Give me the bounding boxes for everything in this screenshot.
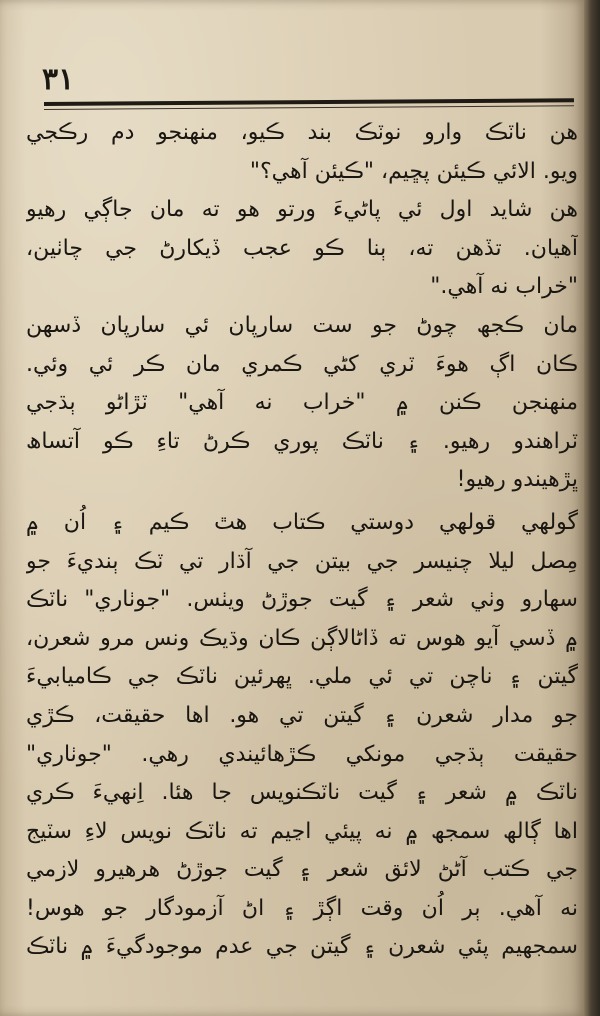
text-line: ٽراھندو رھيو. ۽ ناٽڪ پوري ڪرڻ تاءِ ڪو آتساھ — [26, 428, 578, 454]
header-rule — [44, 98, 574, 106]
text-line: ناٽڪ ۾ شعر ۽ گيت ناٽڪنويس جا ھئا. اِنھيءَ ڪري — [26, 780, 578, 806]
page-body-text — [26, 114, 578, 967]
text-line: حقيقت ٻڌجي مونکي ڪڙھائيندي رھي. "جوٺاري" — [26, 741, 578, 767]
text-line: گولھي قولھي دوستي ڪتاب ھٿ ڪيم ۽ اُن ۾ — [26, 509, 578, 535]
text-line: ويو. الائي ڪيئن پڇيم، "ڪيئن آھي؟" — [249, 158, 578, 184]
text-line: اھا ڳالھ سمجھ ۾ نه پيئي اڃيم ته ناٽڪ نويس لاءِ سٽيج — [26, 818, 578, 844]
text-line: سھارو وٺي شعر ۽ گيت جوڙڻ ويٺس. "جوٺاري" ناٽڪ — [26, 587, 578, 613]
text-line: آھيان. تڏھن ته، ٻنا ڪو عجب ڏيکارڻ جي چاٺين، — [26, 235, 578, 261]
text-line: ڪان اڳ ھوءَ ٽري کڻي ڪمري مان ڪر ئي وئي. — [26, 351, 578, 377]
text-line: ڀڙھيندو رھيو! — [456, 467, 578, 493]
text-line: مان ڪجھ چوڻ جو ست سارپان ئي سارپان ڏسھن — [26, 312, 578, 338]
text-line: نه آھي. ٻر اُن وقت اڳڙ ۽ اڻ آزمودگار جو ھوس! — [26, 895, 578, 921]
text-line: "خراب نه آھي." — [430, 274, 578, 300]
text-line: سمجھيم پئي شعرن ۽ گيتن جي عدم موجودگيءَ ۾ ناٽڪ — [26, 934, 578, 960]
page-number: ٣١ — [42, 62, 75, 97]
text-line: مِصل ليلا چنيسر جي بيتن جي آڌار تي ٽڪ ٻنديءَ جو — [26, 548, 578, 574]
book-spine-edge — [584, 0, 600, 1016]
text-line: گيتن ۽ ناچن تي ئي ملي. ڀھرئين ناٽڪ جي ڪاميابيءَ — [26, 664, 578, 690]
header-rule-thin — [44, 105, 574, 110]
text-line: منھنجن ڪنن ۾ "خراب نه آھي" ٽڙاڻو ٻڌجي — [26, 390, 578, 416]
text-line: ۾ ڏسي آيو ھوس ته ڏاڻالاڳن ڪان وڌيڪ ونس مرو شعرن، — [26, 625, 578, 651]
text-line: جي ڪتب آڻڻ لائق شعر ۽ گيت جوڙڻ ھرھيرو لازمي — [26, 857, 578, 883]
text-line: ھن شايد اول ئي پاڻيءَ ورتو ھو ته مان جاڳي رھيو — [26, 197, 578, 223]
text-line: جو مدار شعرن ۽ گيتن تي ھو. اھا حقيقت، ڪڙي — [26, 702, 578, 728]
text-line: ھن ناٽڪ وارو نوٽڪ بند ڪيو، منھنجو دم رڪجي — [26, 120, 578, 145]
